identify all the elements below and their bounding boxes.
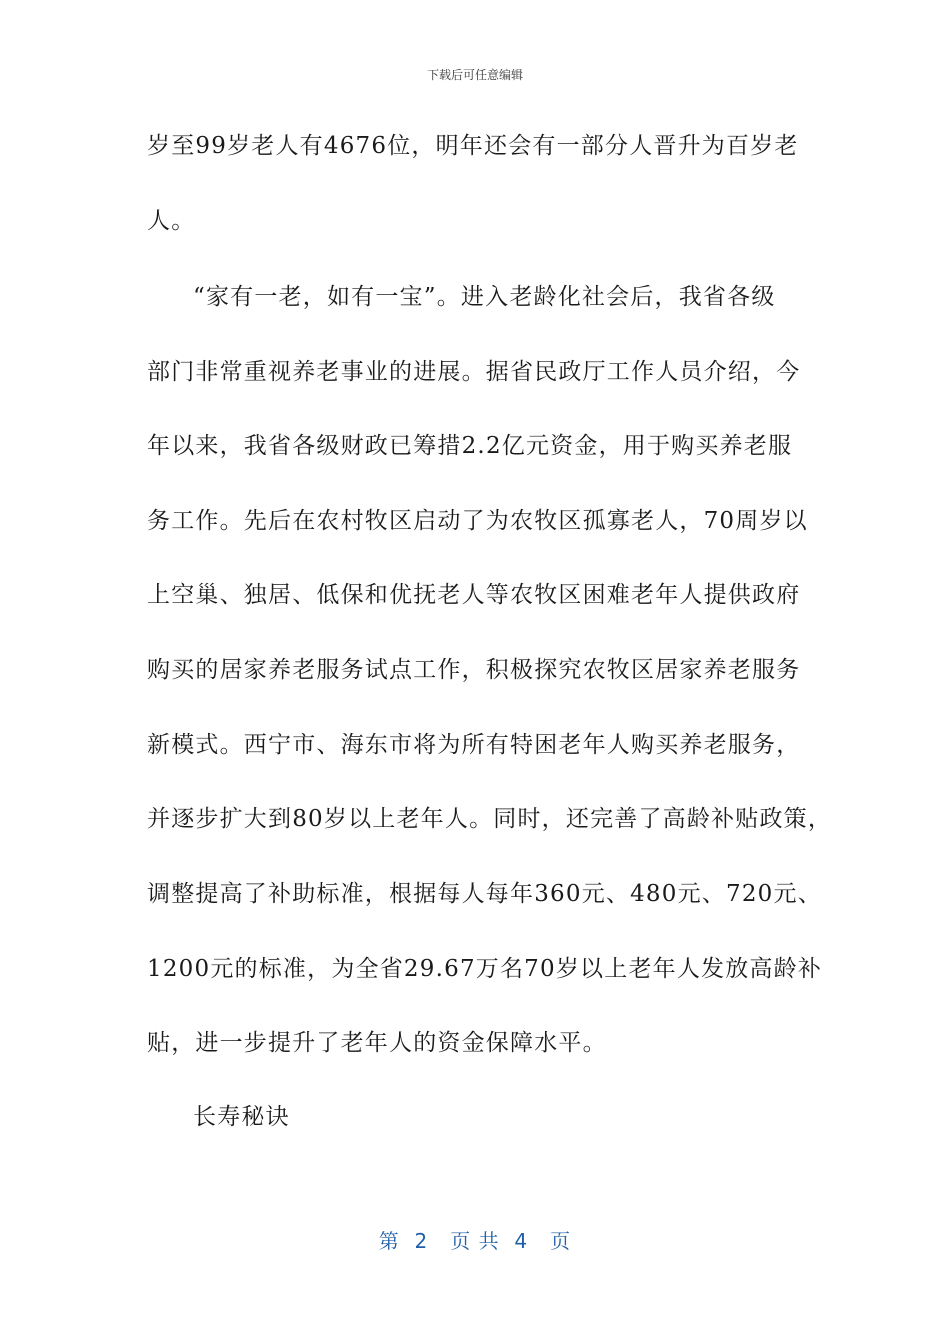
body-line: 购买的居家养老服务试点工作，积极探究农牧区居家养老服务 <box>147 657 801 683</box>
body-line: 岁至99岁老人有4676位，明年还会有一部分人晋升为百岁老 <box>147 133 799 159</box>
body-line: 新模式。西宁市、海东市将为所有特困老年人购买养老服务， <box>147 732 801 758</box>
body-line: 上空巢、独居、低保和优抚老人等农牧区困难老年人提供政府 <box>147 582 801 608</box>
body-line: 1200元的标准，为全省29.67万名70岁以上老年人发放高龄补 <box>147 956 823 982</box>
body-line: 调整提高了补助标准，根据每人每年360元、480元、720元、 <box>147 881 822 907</box>
body-line: 年以来，我省各级财政已筹措2.2亿元资金，用于购买养老服 <box>147 433 793 459</box>
section-heading: 长寿秘诀 <box>193 1104 290 1130</box>
body-line: 务工作。先后在农村牧区启动了为农牧区孤寡老人，70周岁以 <box>147 508 808 534</box>
page-number-footer: 第 2 页 共 4 页 <box>378 1229 572 1253</box>
body-line: 部门非常重视养老事业的进展。据省民政厅工作人员介绍，今 <box>147 359 801 385</box>
body-line: “家有一老，如有一宝”。进入老龄化社会后，我省各级 <box>193 284 776 310</box>
body-line: 并逐步扩大到80岁以上老年人。同时，还完善了高龄补贴政策， <box>147 806 833 832</box>
body-line: 贴，进一步提升了老年人的资金保障水平。 <box>147 1030 607 1056</box>
body-line: 人。 <box>147 208 196 234</box>
page-header-note: 下载后可任意编辑 <box>426 68 523 82</box>
